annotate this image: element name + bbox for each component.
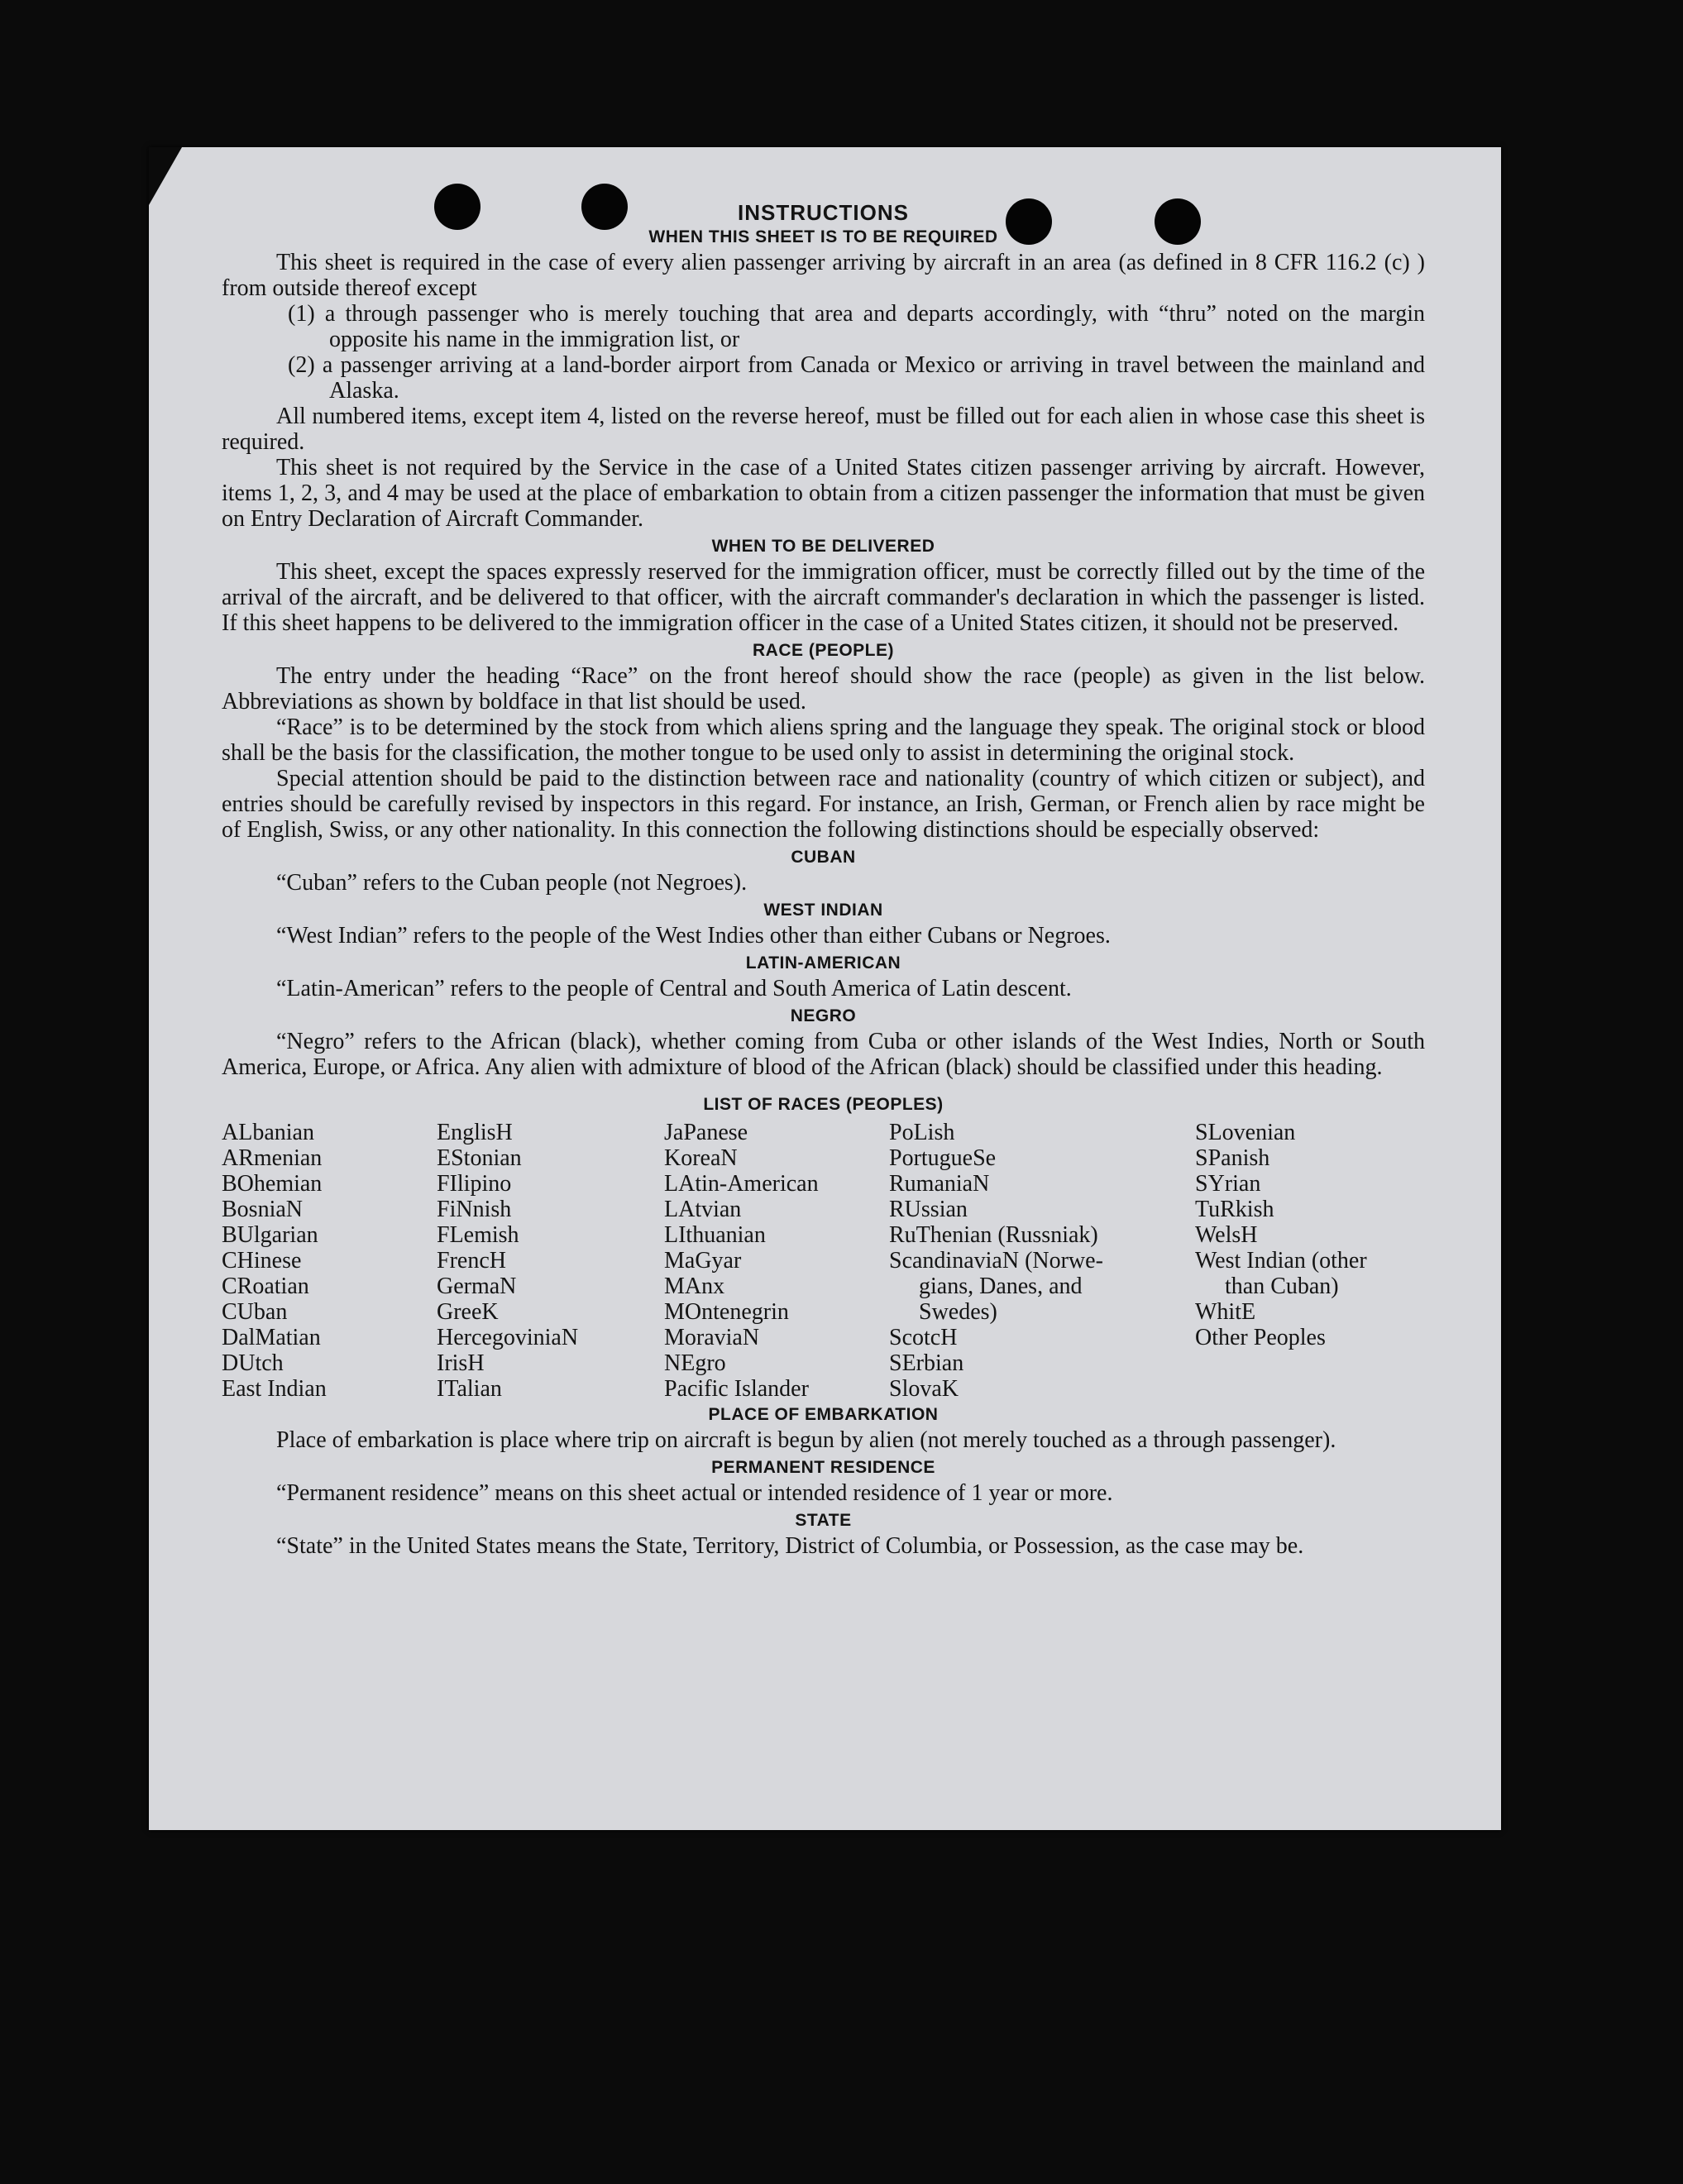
section-heading: RACE (PEOPLE): [752, 641, 894, 660]
race-entry: LAtin-American: [664, 1171, 819, 1197]
paragraph: All numbered items, except item 4, listed on the reverse hereof, must be filled out for each alien in whose case this sheet is required.: [222, 404, 1425, 455]
race-entry: ScotcH: [889, 1325, 958, 1350]
paragraph: This sheet is required in the case of every alien passenger arriving by aircraft in an area (as defined in 8 CFR 116.2 (c) ) from outside thereof except: [222, 250, 1425, 301]
paragraph: The entry under the heading “Race” on the front hereof should show the race (people) as given in the list below. Abbreviations as shown by boldface in that list should be used.: [222, 663, 1425, 714]
race-entry: GermaN: [437, 1274, 517, 1299]
race-entry: ARmenian: [222, 1145, 323, 1171]
race-entry: Other Peoples: [1195, 1325, 1326, 1350]
race-entry: MAnx: [664, 1274, 725, 1299]
race-entry: BOhemian: [222, 1171, 323, 1197]
races-column: [222, 1120, 437, 1402]
race-entry: SLovenian: [1195, 1120, 1296, 1145]
race-entry: ScandinaviaN (Norwe-: [889, 1248, 1103, 1274]
section-heading: PERMANENT RESIDENCE: [711, 1458, 935, 1477]
race-entry: CUban: [222, 1299, 288, 1325]
section-heading: NEGRO: [790, 1006, 857, 1025]
races-column: [664, 1120, 889, 1402]
section-heading: CUBAN: [791, 848, 856, 867]
race-entry: MaGyar: [664, 1248, 742, 1274]
race-entry: East Indian: [222, 1376, 327, 1402]
paragraph: “Race” is to be determined by the stock from which aliens spring and the language they speak. The original stock or blood shall be the basis for the classification, the mother tongue to be used only to assist in determining the original stock.: [222, 714, 1425, 766]
race-entry: FrencH: [437, 1248, 506, 1274]
races-column: [1195, 1120, 1425, 1402]
paragraph: This sheet is not required by the Service in the case of a United States citizen passenger arriving by aircraft. However, items 1, 2, 3, and 4 may be used at the place of embarkation to obtain from a citizen passenger the information that must be given on Entry Declaration of Aircraft Commander.: [222, 455, 1425, 532]
paragraph: “Latin-American” refers to the people of Central and South America of Latin descent.: [276, 976, 1072, 1001]
race-entry: SlovaK: [889, 1376, 959, 1402]
race-entry: FiNnish: [437, 1197, 512, 1222]
race-entry: LAtvian: [664, 1197, 742, 1222]
race-entry: KoreaN: [664, 1145, 738, 1171]
race-entry: BosniaN: [222, 1197, 303, 1222]
race-entry: PortugueSe: [889, 1145, 997, 1171]
race-entry: SPanish: [1195, 1145, 1270, 1171]
race-entry: RUssian: [889, 1197, 968, 1222]
race-entry: JaPanese: [664, 1120, 748, 1145]
races-column: [889, 1120, 1195, 1402]
race-entry: BUlgarian: [222, 1222, 318, 1248]
race-entry: West Indian (other: [1195, 1248, 1367, 1274]
races-heading: LIST OF RACES (PEOPLES): [703, 1095, 944, 1114]
races-list: [222, 1120, 1425, 1402]
race-entry: FIlipino: [437, 1171, 512, 1197]
paragraph: “Negro” refers to the African (black), whether coming from Cuba or other islands of the West Indies, North or South America, Europe, or Africa. Any alien with admixture of blood of the African (black) should be classified under this heading.: [222, 1029, 1425, 1080]
race-entry: ALbanian: [222, 1120, 314, 1145]
paragraph: “State” in the United States means the State, Territory, District of Columbia, or Possession, as the case may be.: [276, 1533, 1304, 1559]
race-entry: WhitE: [1195, 1299, 1256, 1325]
race-entry: ITalian: [437, 1376, 502, 1402]
instructions-body: [222, 200, 1425, 1559]
race-entry: RuThenian (Russniak): [889, 1222, 1098, 1248]
paragraph: “West Indian” refers to the people of the West Indies other than either Cubans or Negroes.: [276, 923, 1111, 949]
races-column: [437, 1120, 664, 1402]
section-heading: WHEN THIS SHEET IS TO BE REQUIRED: [648, 227, 998, 246]
list-item: (1) a through passenger who is merely touching that area and departs accordingly, with “thru” noted on the margin opposite his name in the immigration list, or: [288, 301, 1425, 352]
paragraph: Special attention should be paid to the distinction between race and nationality (country of which citizen or subject), and entries should be carefully revised by inspectors in this regard. For instance, an Irish, German, or French alien by race might be of English, Swiss, or any other nationality. In this connection the following distinctions should be especially observed:: [222, 766, 1425, 843]
paragraph: This sheet, except the spaces expressly reserved for the immigration officer, must be correctly filled out by the time of the arrival of the aircraft, and be delivered to that officer, with the aircraft commander's declaration in which the passenger is listed. If this sheet happens to be delivered to the immigration officer in the case of a United States citizen, it should not be preserved.: [222, 559, 1425, 636]
race-entry: EStonian: [437, 1145, 522, 1171]
race-entry: MoraviaN: [664, 1325, 760, 1350]
page-title: INSTRUCTIONS: [738, 200, 909, 225]
paragraph: “Cuban” refers to the Cuban people (not Negroes).: [276, 870, 748, 896]
race-entry: DUtch: [222, 1350, 284, 1376]
race-entry: HercegoviniaN: [437, 1325, 579, 1350]
race-entry: MOntenegrin: [664, 1299, 789, 1325]
section-heading: WHEN TO BE DELIVERED: [711, 537, 935, 556]
race-entry: DalMatian: [222, 1325, 321, 1350]
race-entry: SYrian: [1195, 1171, 1261, 1197]
section-heading: WEST INDIAN: [763, 901, 883, 920]
section-heading: PLACE OF EMBARKATION: [708, 1405, 939, 1424]
race-entry: WelsH: [1195, 1222, 1258, 1248]
section-heading: STATE: [795, 1511, 852, 1530]
folded-corner: [149, 147, 182, 205]
race-entry-continued: Swedes): [919, 1299, 997, 1325]
race-entry: SErbian: [889, 1350, 964, 1376]
race-entry: EnglisH: [437, 1120, 513, 1145]
list-item: (2) a passenger arriving at a land-border airport from Canada or Mexico or arriving in travel between the mainland and Alaska.: [288, 352, 1425, 404]
race-entry: PoLish: [889, 1120, 955, 1145]
race-entry: Pacific Islander: [664, 1376, 809, 1402]
paragraph: “Permanent residence” means on this sheet actual or intended residence of 1 year or more.: [276, 1480, 1113, 1506]
race-entry: FLemish: [437, 1222, 519, 1248]
race-entry: IrisH: [437, 1350, 485, 1376]
race-entry: CRoatian: [222, 1274, 309, 1299]
race-entry: RumaniaN: [889, 1171, 990, 1197]
race-entry: NEgro: [664, 1350, 726, 1376]
race-entry: LIthuanian: [664, 1222, 766, 1248]
race-entry-continued: gians, Danes, and: [919, 1274, 1083, 1299]
race-entry: TuRkish: [1195, 1197, 1274, 1222]
race-entry-continued: than Cuban): [1225, 1274, 1339, 1299]
document-page: [149, 147, 1501, 1830]
race-entry: CHinese: [222, 1248, 302, 1274]
paragraph: Place of embarkation is place where trip on aircraft is begun by alien (not merely touched as a through passenger).: [276, 1427, 1336, 1453]
section-heading: LATIN-AMERICAN: [745, 953, 901, 973]
race-entry: GreeK: [437, 1299, 499, 1325]
